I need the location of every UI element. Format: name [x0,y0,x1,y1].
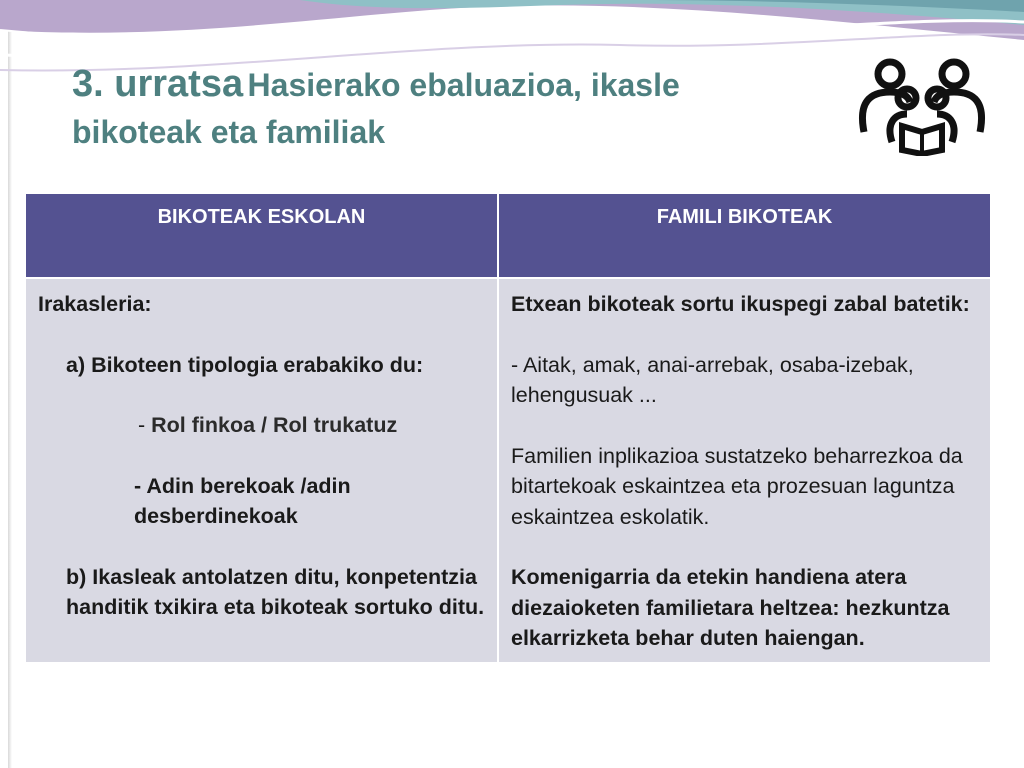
right-line-1: Etxean bikoteak sortu ikuspegi zabal batetik: [511,292,970,316]
left-line-3-dash: - [138,413,152,437]
header-famili-bikoteak: FAMILI BIKOTEAK [498,193,991,278]
right-line-3: Familien inplikazioa sustatzeko beharrezkoa da bitartekoak eskaintzea eta prozesuan laguntza eskaintzea eskolatik. [511,443,963,529]
cell-right [498,278,991,663]
right-line-2: - Aitak, amak, anai-arrebak, osaba-izebak, lehengusuak ... [511,352,914,407]
left-edge-shadow [8,0,12,768]
table-header-row [25,193,991,278]
left-line-2: a) Bikoteen tipologia erabakiko du: [66,352,424,377]
cell-left [25,278,498,663]
header-bikoteak-eskolan: BIKOTEAK ESKOLAN [25,193,498,278]
table-row [25,278,991,663]
comparison-table [24,192,992,664]
left-line-3-text: Rol finkoa / Rol trukatuz [151,413,398,437]
title-line2: bikoteak eta familiak [72,114,386,150]
left-line-3 [38,410,485,441]
left-line-5: b) Ikasleak antolatzen ditu, konpetentzia handitik txikira eta bikoteak sortuko ditu. [66,564,485,619]
right-line-4: Komenigarria da etekin handiena atera diezaioketen familietara heltzea: hezkuntza elkarrizketa behar duten haiengan. [511,565,950,650]
family-reading-icon [852,52,992,156]
title-step: 3. urratsa [72,63,244,105]
left-line-4: - Adin berekoak /adin desberdinekoak [134,473,351,528]
slide-title [72,64,852,152]
left-line-1: Irakasleria: [38,292,152,316]
title-text: Hasierako ebaluazioa, ikasle [247,67,680,103]
